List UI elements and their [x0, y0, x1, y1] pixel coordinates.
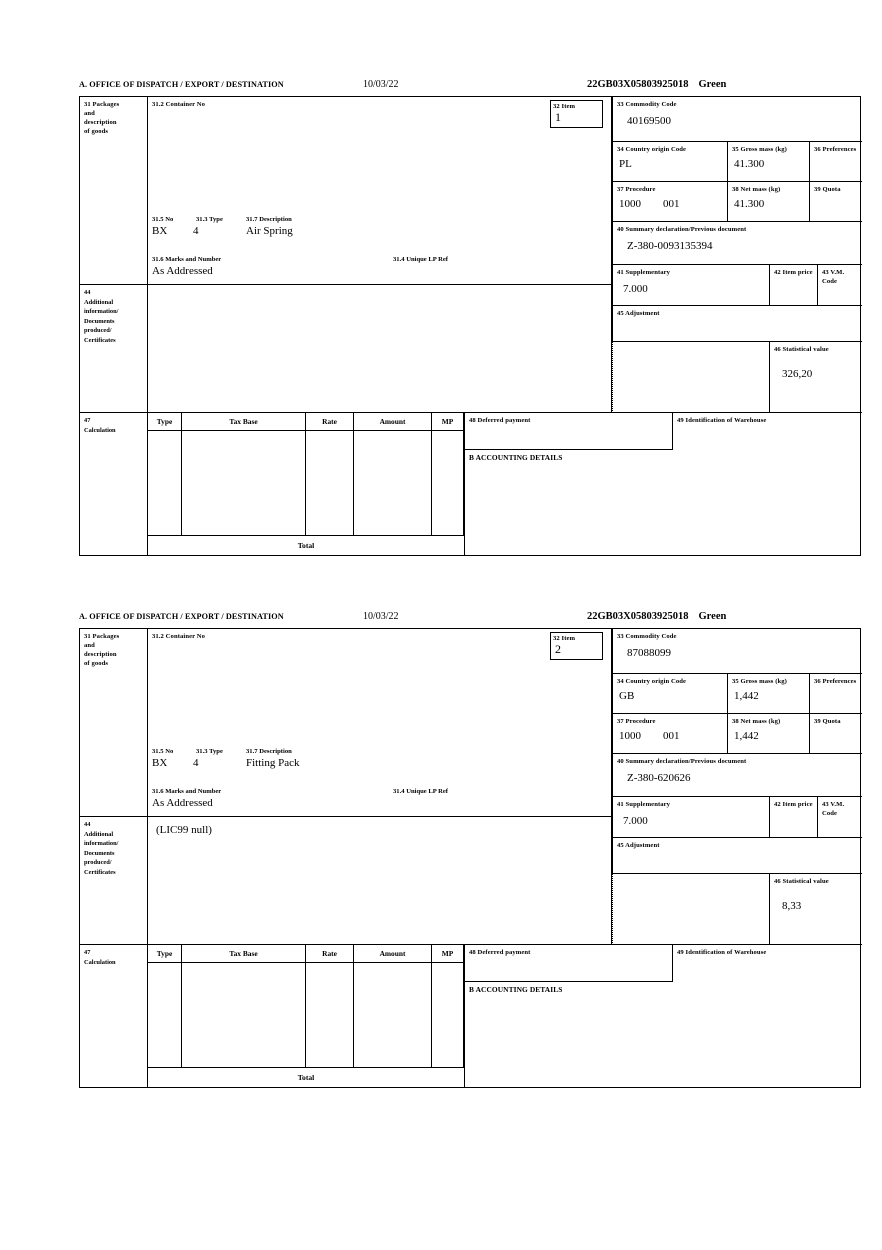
box-49-warehouse-2: 49 Identification of Warehouse [672, 945, 862, 982]
box-48-deferred-payment-2: 48 Deferred payment [464, 945, 672, 982]
box-31-5-label: 31.5 No [152, 216, 174, 223]
calc-col-amount-2: Amount [354, 945, 432, 1067]
box-46-statistical-value-2: 46 Statistical value 8,33 [770, 874, 862, 945]
box-44-additional-information [148, 285, 612, 413]
lane-label-2: Green [698, 611, 727, 622]
box-36-preferences-2: 36 Preferences [810, 674, 862, 714]
box-31-2-container: 31.2 Container No 31.5 No 31.3 Type 31.7 Description BX 4 Air Spring 31.6 Marks and Number 31.4 Unique LP Ref As Addressed [148, 97, 544, 285]
box-37-procedure-2: 37 Procedure 1000 001 [612, 714, 728, 754]
lane-label: Green [698, 79, 727, 90]
declaration-date-2: 10/03/22 [363, 611, 399, 622]
box-46-statistical-value: 46 Statistical value 326,20 [770, 342, 862, 413]
packages-description-value-2: Fitting Pack [246, 757, 300, 769]
item-price-value-2 [774, 809, 813, 815]
statistical-value-value-2: 8,33 [782, 900, 802, 912]
box-38-net-mass: 38 Net mass (kg) 41.300 [728, 182, 810, 222]
sheet-header [79, 78, 863, 96]
box-31-5-label-2: 31.5 No [152, 748, 174, 755]
net-mass-value: 41.300 [734, 198, 765, 210]
box-33-commodity-code-2: 33 Commodity Code 87088099 [612, 629, 862, 674]
declaration-sheet-2 [79, 610, 863, 1088]
vm-code-value-2 [822, 818, 858, 824]
calc-total-label-2: Total [148, 1067, 464, 1088]
packages-no-value: BX [152, 225, 168, 237]
packages-description-value: Air Spring [246, 225, 293, 237]
box-47-calculation-table-2 [148, 945, 464, 1087]
box-35-gross-mass-2: 35 Gross mass (kg) 1,442 [728, 674, 810, 714]
gross-mass-value-2: 1,442 [734, 690, 759, 702]
box-31-label: 31 Packages and description of goods [80, 97, 148, 285]
calc-col-rate-2: Rate [306, 945, 354, 1067]
box-31-6-label-2: 31.6 Marks and Number [152, 788, 222, 795]
procedure-value-2: 1000 [619, 730, 641, 742]
box-43-vm-code: 43 V.M. Code [818, 265, 862, 306]
box-34-country-origin-2: 34 Country origin Code GB [612, 674, 728, 714]
calc-col-mp: MP [432, 413, 464, 535]
additional-information-value [152, 288, 607, 292]
box-31-4-label: 31.4 Unique LP Ref [393, 256, 448, 263]
additional-information-value-2: (LIC99 null) [156, 824, 212, 836]
box-45-adjustment: 45 Adjustment [612, 306, 862, 342]
box-44-additional-information-2 [148, 817, 612, 945]
item-number-value: 1 [555, 110, 561, 124]
mrn-reference-2 [587, 611, 726, 622]
declaration-sheet-1 [79, 78, 863, 556]
procedure-2-value: 001 [663, 198, 680, 210]
calc-col-type: Type [148, 413, 182, 535]
declaration-date: 10/03/22 [363, 79, 399, 90]
item-number-badge: 32 Item 1 [550, 100, 603, 128]
box-b-accounting-details: B ACCOUNTING DETAILS [464, 450, 862, 555]
box-45-continuation-2 [612, 874, 770, 945]
box-45-adjustment-2: 45 Adjustment [612, 838, 862, 874]
country-origin-value-2: GB [619, 690, 635, 702]
box-b-accounting-details-2: B ACCOUNTING DETAILS [464, 982, 862, 1087]
box-31-6-label: 31.6 Marks and Number [152, 256, 222, 263]
preferences-value [814, 154, 858, 158]
box-31-3-label: 31.3 Type [196, 216, 223, 223]
commodity-code-value-2: 87088099 [627, 647, 671, 659]
country-origin-value: PL [619, 158, 632, 170]
box-42-item-price-2: 42 Item price [770, 797, 818, 838]
box-32-item-2 [544, 629, 612, 817]
sheet-header-2 [79, 610, 863, 628]
office-of-dispatch-label-2: A. OFFICE OF DISPATCH / EXPORT / DESTINATION [79, 612, 284, 621]
deferred-payment-value [469, 425, 668, 429]
quota-value-2 [814, 726, 858, 730]
box-41-supplementary-2: 41 Supplementary 7.000 [612, 797, 770, 838]
box-40-previous-document-2: 40 Summary declaration/Previous document Z-380-620626 [612, 754, 862, 797]
declaration-frame [79, 96, 861, 556]
calc-col-tax-base-2: Tax Base [182, 945, 306, 1067]
supplementary-value-2: 7.000 [623, 815, 648, 827]
marks-and-number-value-2: As Addressed [152, 797, 213, 809]
office-of-dispatch-label: A. OFFICE OF DISPATCH / EXPORT / DESTINATION [79, 80, 284, 89]
box-31-7-label-2: 31.7 Description [246, 748, 292, 755]
supplementary-value: 7.000 [623, 283, 648, 295]
calc-col-amount: Amount [354, 413, 432, 535]
box-48-deferred-payment: 48 Deferred payment [464, 413, 672, 450]
box-47-calculation-table [148, 413, 464, 555]
packages-type-value: 4 [193, 225, 199, 237]
calc-col-type-2: Type [148, 945, 182, 1067]
box-49-warehouse: 49 Identification of Warehouse [672, 413, 862, 450]
box-35-gross-mass: 35 Gross mass (kg) 41.300 [728, 142, 810, 182]
box-31-7-label: 31.7 Description [246, 216, 292, 223]
box-33-commodity-code: 33 Commodity Code 40169500 [612, 97, 862, 142]
quota-value [814, 194, 858, 198]
deferred-payment-value-2 [469, 957, 668, 961]
item-number-badge-2: 32 Item 2 [550, 632, 603, 660]
adjustment-value-2 [617, 850, 858, 854]
previous-document-value: Z-380-0093135394 [627, 240, 713, 252]
warehouse-id-value [677, 425, 858, 429]
packages-no-value-2: BX [152, 757, 168, 769]
box-39-quota: 39 Quota [810, 182, 862, 222]
box-40-previous-document: 40 Summary declaration/Previous document Z-380-0093135394 [612, 222, 862, 265]
box-38-net-mass-2: 38 Net mass (kg) 1,442 [728, 714, 810, 754]
box-31-label-2: 31 Packages and description of goods [80, 629, 148, 817]
box-47-label-2: 47 Calculation [80, 945, 148, 1087]
box-39-quota-2: 39 Quota [810, 714, 862, 754]
box-42-item-price: 42 Item price [770, 265, 818, 306]
preferences-value-2 [814, 686, 858, 690]
calc-col-tax-base: Tax Base [182, 413, 306, 535]
procedure-2-value-2: 001 [663, 730, 680, 742]
marks-and-number-value: As Addressed [152, 265, 213, 277]
item-number-value-2: 2 [555, 642, 561, 656]
mrn-reference [587, 79, 726, 90]
box-41-supplementary: 41 Supplementary 7.000 [612, 265, 770, 306]
net-mass-value-2: 1,442 [734, 730, 759, 742]
gross-mass-value: 41.300 [734, 158, 765, 170]
mrn-value: 22GB03X05803925018 [587, 79, 689, 90]
item-price-value [774, 277, 813, 283]
box-47-label: 47 Calculation [80, 413, 148, 555]
commodity-code-value: 40169500 [627, 115, 671, 127]
declaration-frame-2 [79, 628, 861, 1088]
calc-total-label: Total [148, 535, 464, 556]
procedure-value: 1000 [619, 198, 641, 210]
box-31-3-label-2: 31.3 Type [196, 748, 223, 755]
box-31-4-label-2: 31.4 Unique LP Ref [393, 788, 448, 795]
mrn-value-2: 22GB03X05803925018 [587, 611, 689, 622]
box-44-label-2: 44 Additional information/ Documents produced/ Certificates [80, 817, 148, 945]
box-45-continuation [612, 342, 770, 413]
box-44-label: 44 Additional information/ Documents produced/ Certificates [80, 285, 148, 413]
calc-col-mp-2: MP [432, 945, 464, 1067]
calc-col-rate: Rate [306, 413, 354, 535]
box-32-item [544, 97, 612, 285]
box-34-country-origin: 34 Country origin Code PL [612, 142, 728, 182]
packages-type-value-2: 4 [193, 757, 199, 769]
box-31-2-container-2: 31.2 Container No 31.5 No 31.3 Type 31.7 Description BX 4 Fitting Pack 31.6 Marks and Number 31.4 Unique LP Ref As Addressed [148, 629, 544, 817]
previous-document-value-2: Z-380-620626 [627, 772, 691, 784]
box-36-preferences: 36 Preferences [810, 142, 862, 182]
vm-code-value [822, 286, 858, 292]
adjustment-value [617, 318, 858, 322]
statistical-value-value: 326,20 [782, 368, 813, 380]
box-43-vm-code-2: 43 V.M. Code [818, 797, 862, 838]
box-37-procedure: 37 Procedure 1000 001 [612, 182, 728, 222]
warehouse-id-value-2 [677, 957, 858, 961]
